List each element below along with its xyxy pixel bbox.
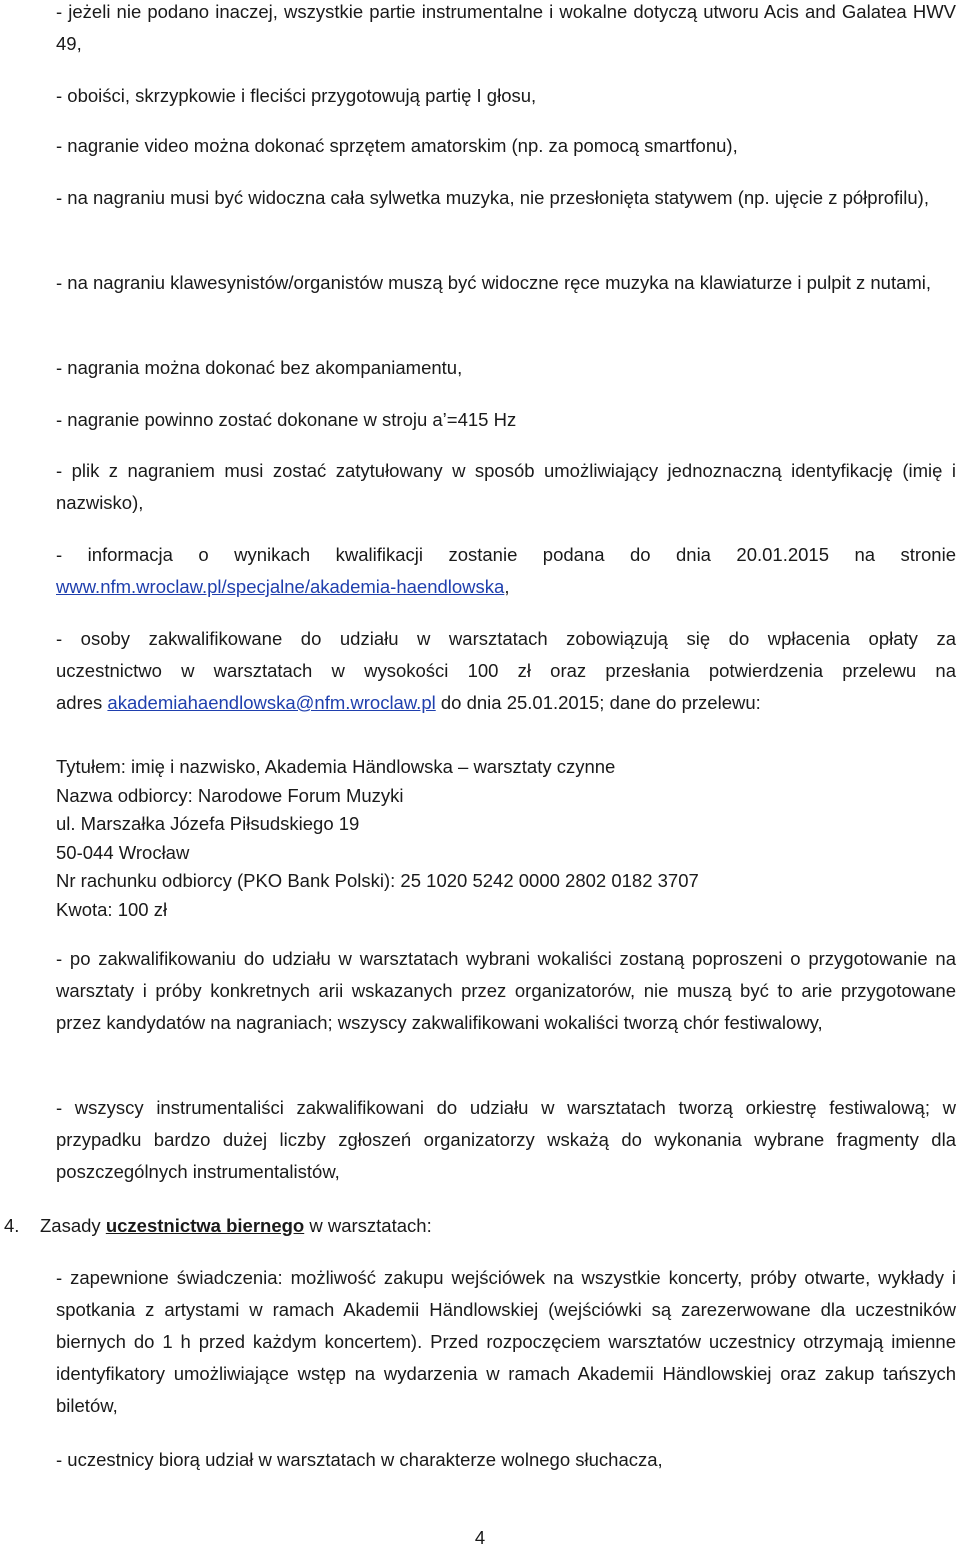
paragraph-tuning: - nagranie powinno zostać dokonane w stroju a’=415 Hz: [56, 409, 517, 430]
paragraph-default-parts: - jeżeli nie podano inaczej, wszystkie partie instrumentalne i wokalne dotyczą utworu Acis and Galatea HWV 49,: [56, 1, 956, 54]
fee-notice-suffix: do dnia 25.01.2015; dane do przelewu:: [440, 692, 761, 713]
email-link[interactable]: akademiahaendlowska@nfm.wroclaw.pl: [107, 692, 436, 713]
paragraph-free-listener: - uczestnicy biorą udział w warsztatach w charakterze wolnego słuchacza,: [56, 1449, 663, 1470]
paragraph-instrumentalists-orchestra: - wszyscy instrumentaliści zakwalifikowani do udziału w warsztatach tworzą orkiestrę festiwalową; w przypadku bardzo dużej liczby zgłoszeń organizatorzy wskażą do wykonania wybrane fragmenty dla poszczególnych instrumentalistów,: [56, 1097, 956, 1182]
results-notice-text: - informacja o wynikach kwalifikacji zostanie podana do dnia 20.01.2015 na stronie: [56, 544, 956, 565]
fee-notice-prefix: adres: [56, 692, 103, 713]
paragraph-passive-benefits: - zapewnione świadczenia: możliwość zakupu wejściówek na wszystkie koncerty, próby otwarte, wykłady i spotkania z artystami w ramach Akademii Händlowskiej (wejściówki są zarezerwowane dla uczestników biernych do 1 h przed każdym koncertem). Przed rozpoczęciem warsztatów uczestnicy otrzymają imienne identyfikatory umożliwiające wstęp na wydarzenia w ramach Akademii Händlowskiej oraz zakup tańszych biletów,: [56, 1267, 956, 1416]
payment-details: [56, 753, 699, 924]
results-link[interactable]: www.nfm.wroclaw.pl/specjalne/akademia-haendlowska: [56, 576, 505, 597]
payment-street-line: ul. Marszałka Józefa Piłsudskiego 19: [56, 813, 360, 834]
paragraph-file-naming: - plik z nagraniem musi zostać zatytułowany w sposób umożliwiający jednoznaczną identyfikację (imię i nazwisko),: [56, 460, 956, 513]
paragraph-no-accompaniment: - nagrania można dokonać bez akompaniamentu,: [56, 357, 463, 378]
results-notice-after: ,: [504, 576, 510, 597]
paragraph-hands-visible: - na nagraniu klawesynistów/organistów muszą być widoczne ręce muzyka na klawiaturze i pulpit z nutami,: [56, 272, 932, 293]
payment-account-line: Nr rachunku odbiorcy (PKO Bank Polski): 25 1020 5242 0000 2802 0182 3707: [56, 870, 699, 891]
paragraph-results-notice: [56, 539, 956, 603]
section-number: 4.: [4, 1215, 20, 1236]
paragraph-vocalists-choir: - po zakwalifikowaniu do udziału w warsztatach wybrani wokaliści zostaną poproszeni o przygotowanie na warsztaty i próby konkretnych arii wskazanych przez organizatorów, nie muszą być to arie przygotowane przez kandydatów na nagraniach; wszyscy zakwalifikowani wokaliści tworzą chór festiwalowy,: [56, 948, 956, 1033]
section-heading-suffix: w warsztatach:: [309, 1215, 432, 1236]
payment-amount-line: Kwota: 100 zł: [56, 898, 168, 920]
fee-notice-line-1: - osoby zakwalifikowane do udziału w warsztatach zobowiązują się do wpłacenia opłaty za: [56, 628, 956, 649]
fee-notice-line-2: uczestnictwo w warsztatach w wysokości 100 zł oraz przesłania potwierdzenia przelewu na: [56, 660, 956, 681]
payment-title-line: Tytułem: imię i nazwisko, Akademia Händlowska – warsztaty czynne: [56, 756, 616, 777]
paragraph-first-voice: - oboiści, skrzypkowie i fleciści przygotowują partię I głosu,: [56, 85, 537, 106]
page-number: 4: [474, 1527, 486, 1548]
payment-city-line: 50-044 Wrocław: [56, 841, 190, 863]
section-heading-prefix: Zasady: [40, 1215, 101, 1236]
paragraph-fee-notice: [56, 623, 956, 719]
paragraph-silhouette-visible: - na nagraniu musi być widoczna cała sylwetka muzyka, nie przesłonięta statywem (np. ujęcie z półprofilu),: [56, 187, 929, 208]
paragraph-amateur-recording: - nagranie video można dokonać sprzętem amatorskim (np. za pomocą smartfonu),: [56, 135, 738, 156]
payment-recipient-line: Nazwa odbiorcy: Narodowe Forum Muzyki: [56, 784, 404, 806]
section-heading-emphasis: uczestnictwa biernego: [105, 1215, 305, 1236]
